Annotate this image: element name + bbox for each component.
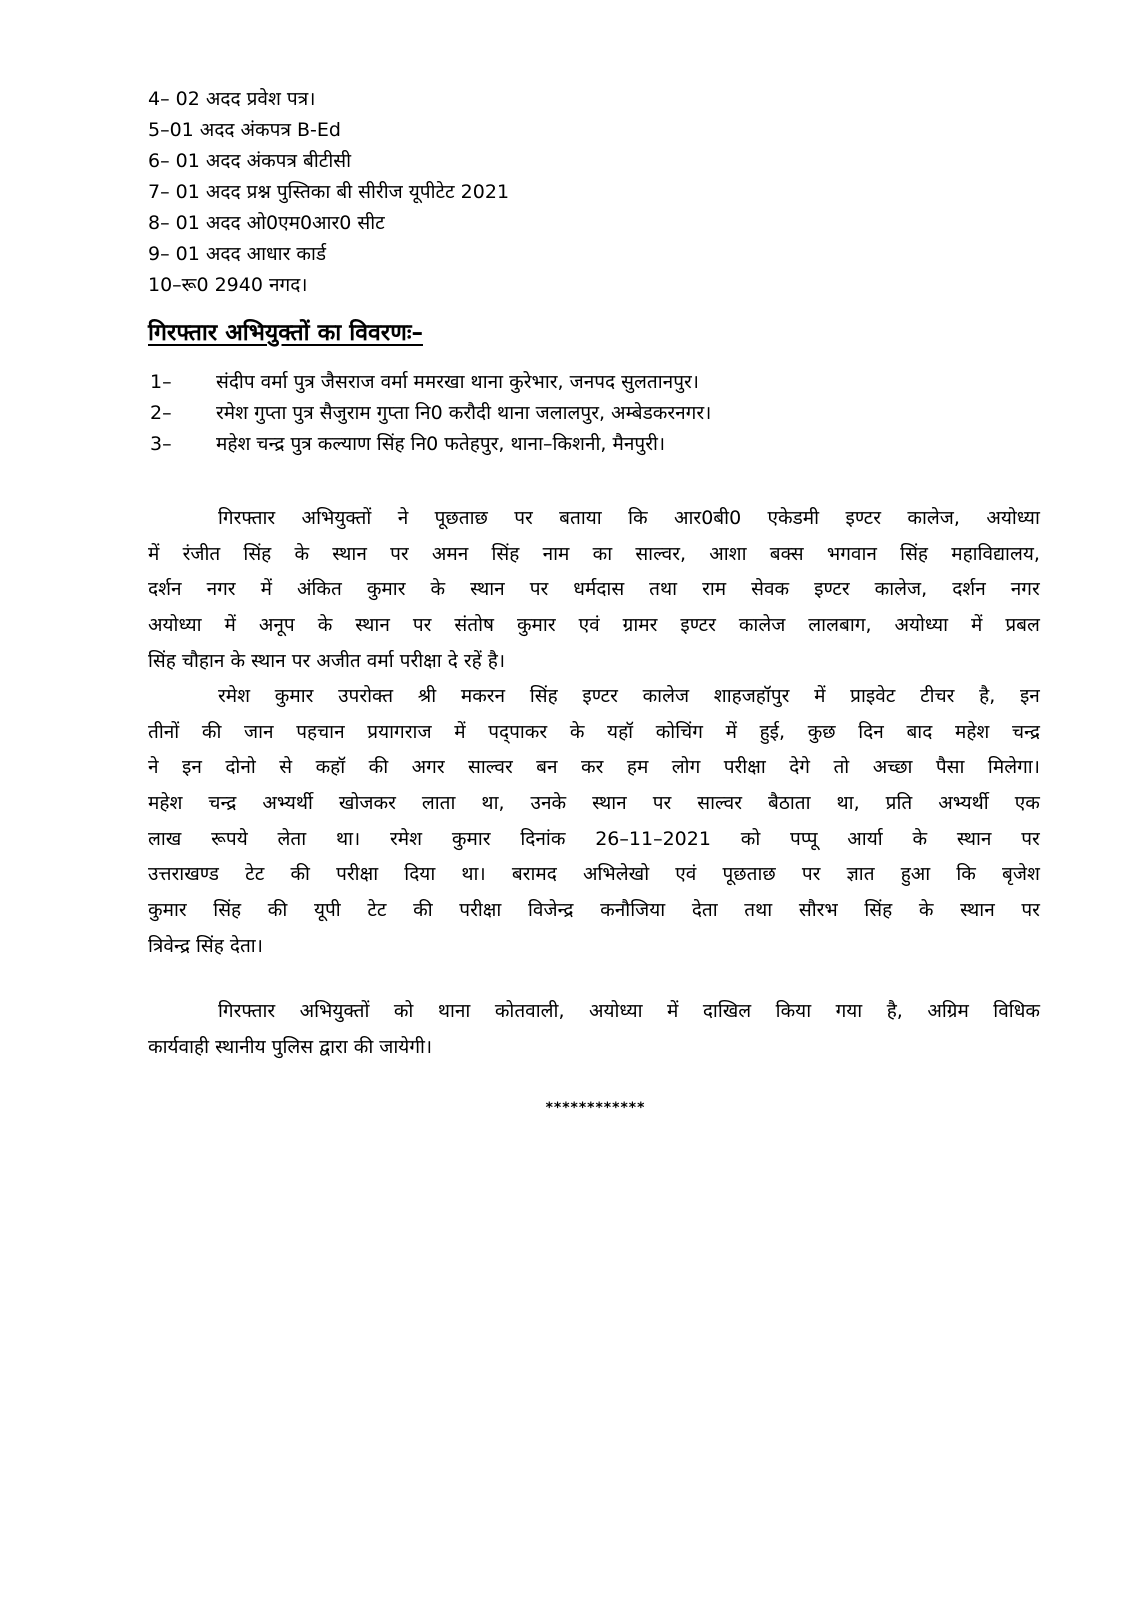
word: परीक्षा [723, 756, 766, 778]
accused-detail: संदीप वर्मा पुत्र जैसराज वर्मा ममरखा थाना कुरेभार, जनपद सुलतानपुर। [216, 371, 699, 393]
word: धर्मदास [573, 578, 625, 600]
paragraph-line [148, 826, 1040, 852]
word: शाहजहॉपुर [713, 685, 790, 707]
accused-number: 3– [150, 433, 172, 455]
word: मकरन [460, 685, 506, 707]
word: महाविद्यालय, [951, 543, 1040, 565]
word: यूपी [313, 899, 341, 921]
word: आर्या [847, 828, 883, 850]
word: पप्पू [790, 828, 818, 850]
word: में [725, 721, 737, 743]
word: बन [536, 756, 558, 778]
paragraph-line [148, 719, 1040, 745]
word: जान [244, 721, 274, 743]
word: ग्रामर [622, 614, 658, 636]
word: सिंह [900, 543, 929, 565]
list-item: 5–01 अदद अंकपत्र B-Ed [148, 119, 341, 141]
word: किया [775, 1000, 812, 1022]
word: कुमार [274, 685, 314, 707]
word: थाना [437, 1000, 471, 1022]
word: की [267, 899, 288, 921]
word: सेवक [751, 578, 790, 600]
paragraph-line [148, 897, 1040, 923]
word: तथा [744, 899, 773, 921]
word: बरामद [511, 863, 557, 885]
word: लालबाग, [808, 614, 872, 636]
word: उपरोक्त [338, 685, 394, 707]
word: को [740, 828, 761, 850]
word: भगवान [826, 543, 877, 565]
word: है, [979, 685, 996, 707]
word: पूछताछ [434, 507, 488, 529]
word: दिन [858, 721, 884, 743]
word: दाखिल [702, 1000, 752, 1022]
word: पर [514, 507, 533, 529]
word: कुमार [366, 578, 406, 600]
word: संतोष [454, 614, 494, 636]
paragraph-line [218, 683, 1040, 709]
word: नगर [1010, 578, 1040, 600]
word: पर [412, 614, 432, 636]
word: का [592, 543, 613, 565]
word: साल्वर [697, 792, 742, 814]
word: एवं [675, 863, 697, 885]
word: इण्टर [680, 614, 716, 636]
word: बृजेश [1002, 863, 1040, 885]
word: स्थान [956, 828, 992, 850]
word: ने [148, 756, 159, 778]
word: कालेज [642, 685, 690, 707]
word: कि [956, 863, 976, 885]
list-item: 10–रू0 2940 नगद। [148, 274, 308, 296]
word: अभ्यर्थी [262, 792, 313, 814]
list-item: 4– 02 अदद प्रवेश पत्र। [148, 88, 316, 110]
word: लाख [148, 828, 182, 850]
word: स्थान [960, 899, 995, 921]
word: पर [529, 578, 549, 600]
word: था। [461, 863, 486, 885]
word: गिरफ्तार [218, 1000, 276, 1022]
word: इण्टर [814, 578, 850, 600]
word: विजेन्द्र [527, 899, 574, 921]
word: इन [1019, 685, 1040, 707]
word: परीक्षा [459, 899, 502, 921]
word: देता [691, 899, 718, 921]
word: अभिलेखो [582, 863, 650, 885]
paragraph-line: त्रिवेन्द्र सिंह देता। [148, 935, 263, 957]
word: के [294, 543, 310, 565]
word: एक [1014, 792, 1040, 814]
paragraph-line [148, 576, 1040, 602]
word: में [666, 1000, 679, 1022]
word: हम [626, 756, 649, 778]
word: सौरभ [798, 899, 838, 921]
word: दिनांक [520, 828, 566, 850]
word: अच्छा [872, 756, 913, 778]
word: है, [886, 1000, 903, 1022]
word: लाता [421, 792, 456, 814]
word: अभियुक्तों [301, 507, 372, 529]
word: उनके [530, 792, 567, 814]
word: चन्द्र [1011, 721, 1040, 743]
word: तीनों [148, 721, 180, 743]
word: गया [835, 1000, 863, 1022]
list-item: 7– 01 अदद प्रश्न पुस्तिका बी सीरीज यूपीटेट 2021 [148, 181, 510, 203]
word: के [918, 899, 934, 921]
word: प्रयागराज [367, 721, 432, 743]
word: बाद [906, 721, 933, 743]
word: कोतवाली, [494, 1000, 565, 1022]
word: रंजीत [182, 543, 221, 565]
word: महेश [954, 721, 990, 743]
word: कालेज, [874, 578, 928, 600]
word: तथा [649, 578, 678, 600]
word: पूछताछ [722, 863, 776, 885]
word: के [430, 578, 446, 600]
word: में [260, 578, 272, 600]
word: टेट [245, 863, 265, 885]
word: यहॉ [607, 721, 634, 743]
word: परीक्षा [336, 863, 379, 885]
word: प्रति [885, 792, 913, 814]
word: पर [390, 543, 409, 565]
word: कालेज [738, 614, 786, 636]
word: के [569, 721, 585, 743]
accused-number: 1– [150, 371, 172, 393]
word: की [368, 756, 389, 778]
word: इण्टर [845, 507, 881, 529]
word: प्रबल [1005, 614, 1040, 636]
word: रूपये [211, 828, 248, 850]
word: पहचान [296, 721, 345, 743]
word: अंकित [296, 578, 342, 600]
accused-detail: रमेश गुप्ता पुत्र सैजुराम गुप्ता नि0 करौदी थाना जलालपुर, अम्बेडकरनगर। [216, 402, 712, 424]
list-item: 8– 01 अदद ओ0एम0आर0 सीट [148, 212, 385, 234]
word: चन्द्र [208, 792, 237, 814]
word: खोजकर [338, 792, 396, 814]
word: था, [836, 792, 860, 814]
section-heading: गिरफ्तार अभियुक्तों का विवरणः– [148, 320, 423, 346]
paragraph-line [218, 998, 1040, 1024]
word: एवं [578, 614, 600, 636]
word: अयोध्या [894, 614, 949, 636]
word: सिंह [491, 543, 520, 565]
word: दर्शन [952, 578, 986, 600]
word: टेट [367, 899, 387, 921]
word: सिंह [243, 543, 272, 565]
word: रमेश [218, 685, 251, 707]
word: कर [581, 756, 604, 778]
word: अमन [431, 543, 469, 565]
word: मिलेगा। [987, 756, 1040, 778]
word: दर्शन [148, 578, 182, 600]
word: कुमार [451, 828, 491, 850]
end-mark: ************ [545, 1100, 646, 1116]
list-item: 9– 01 अदद आधार कार्ड [148, 243, 327, 265]
word: कुछ [807, 721, 836, 743]
word: साल्वर [468, 756, 513, 778]
word: तो [833, 756, 850, 778]
word: हुआ [900, 863, 931, 885]
word: अयोध्या [986, 507, 1040, 529]
word: टीचर [920, 685, 955, 707]
word: कालेज, [907, 507, 960, 529]
word: इन [182, 756, 202, 778]
word: पर [1021, 899, 1040, 921]
word: में [224, 614, 236, 636]
word: दिया [404, 863, 436, 885]
word: अनूप [258, 614, 295, 636]
word: इण्टर [582, 685, 618, 707]
word: श्री [417, 685, 437, 707]
word: पद्पाकर [488, 721, 548, 743]
word: अभ्यर्थी [938, 792, 989, 814]
word: को [393, 1000, 414, 1022]
word: एकेडमी [767, 507, 820, 529]
word: में [148, 543, 160, 565]
word: कुमार [148, 899, 187, 921]
word: स्थान [470, 578, 505, 600]
word: पैसा [935, 756, 965, 778]
word: की [413, 899, 433, 921]
word: में [454, 721, 466, 743]
word: गिरफ्तार [218, 507, 276, 529]
word: लोग [671, 756, 701, 778]
word: आशा [709, 543, 747, 565]
paragraph-line [148, 612, 1040, 638]
accused-detail: महेश चन्द्र पुत्र कल्याण सिंह नि0 फतेहपुर, थाना–किशनी, मैनपुरी। [216, 433, 666, 455]
word: उत्तराखण्ड [148, 863, 219, 885]
word: बक्स [769, 543, 804, 565]
word: अयोध्या [148, 614, 202, 636]
word: हुई, [759, 721, 786, 743]
word: 26–11–2021 [595, 828, 711, 850]
accused-number: 2– [150, 402, 172, 424]
paragraph-line [148, 754, 1040, 780]
word: के [317, 614, 333, 636]
word: पर [1021, 828, 1040, 850]
paragraph-line [148, 790, 1040, 816]
word: साल्वर, [635, 543, 687, 565]
paragraph-line: कार्यवाही स्थानीय पुलिस द्वारा की जायेगी। [148, 1036, 433, 1058]
word: रमेश [390, 828, 423, 850]
word: आर0बी0 [674, 507, 742, 529]
list-item: 6– 01 अदद अंकपत्र बीटीसी [148, 150, 352, 172]
word: राम [702, 578, 727, 600]
word: के [912, 828, 928, 850]
word: में [970, 614, 983, 636]
word: सिंह [529, 685, 558, 707]
word: था। [335, 828, 361, 850]
word: में [814, 685, 826, 707]
word: स्थान [355, 614, 390, 636]
word: नाम [542, 543, 570, 565]
paragraph-line [218, 505, 1040, 531]
word: दोनो [225, 756, 256, 778]
word: स्थान [592, 792, 627, 814]
word: कि [628, 507, 648, 529]
word: बताया [559, 507, 602, 529]
word: कुमार [516, 614, 556, 636]
word: विधिक [993, 1000, 1040, 1022]
word: लेता [277, 828, 307, 850]
word: की [290, 863, 310, 885]
word: था, [481, 792, 505, 814]
paragraph-line [148, 541, 1040, 567]
word: अयोध्या [588, 1000, 643, 1022]
paragraph-line [148, 861, 1040, 887]
word: सिंह [213, 899, 242, 921]
word: ने [397, 507, 409, 529]
word: बैठाता [767, 792, 811, 814]
word: सिंह [864, 899, 893, 921]
word: अगर [411, 756, 445, 778]
word: पर [652, 792, 672, 814]
word: स्थान [332, 543, 367, 565]
word: से [279, 756, 293, 778]
word: की [201, 721, 222, 743]
word: नगर [206, 578, 236, 600]
word: पर [801, 863, 821, 885]
word: देगे [789, 756, 811, 778]
paragraph-line: सिंह चौहान के स्थान पर अजीत वर्मा परीक्षा दे रहें है। [148, 650, 506, 672]
word: महेश [148, 792, 183, 814]
word: प्राइवेट [850, 685, 896, 707]
word: कहॉ [315, 756, 346, 778]
word: कनौजिया [600, 899, 666, 921]
word: अग्रिम [927, 1000, 969, 1022]
word: अभियुक्तों [299, 1000, 370, 1022]
word: कोचिंग [655, 721, 703, 743]
word: ज्ञात [846, 863, 875, 885]
